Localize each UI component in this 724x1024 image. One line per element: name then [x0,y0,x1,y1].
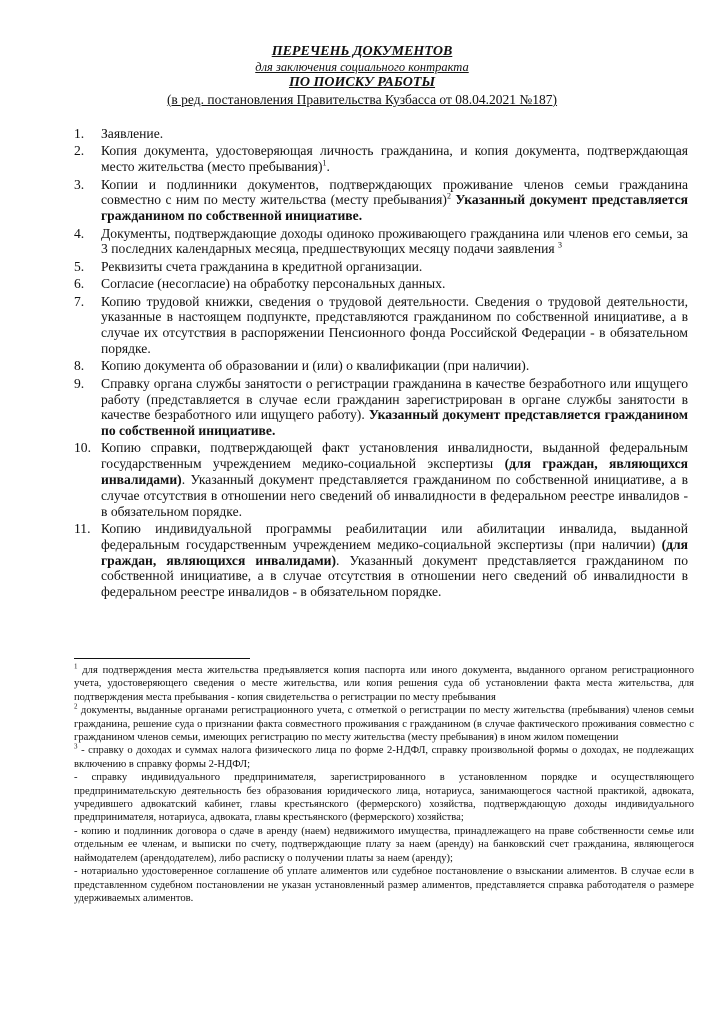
item-bold-note: Указанный документ представляется гражданином по собственной инициативе [101,192,688,224]
documents-list [74,126,688,602]
footnote-text: - справку о доходах и суммах налога физического лица по форме 2-НДФЛ, справку произвольной формы о доходах, не подлежащих включению в справку формы 2-НДФЛ; [74,745,694,770]
document-subtitle-purpose: ПО ПОИСКУ РАБОТЫ [288,75,436,90]
list-item [74,177,688,224]
item-text: Справку органа службы занятости о регистрации гражданина в качестве безработного или ищущего работу (представляется в случае если гражданин зарегистрирован в органе службы занятости в качестве безработного или ищущего работу). [101,375,688,423]
footnote [74,704,694,744]
item-text: Согласие (несогласие) на обработку персональных данных. [101,276,446,292]
item-number: 4. [74,225,85,241]
footnote-text: для подтверждения места жительства предъявляется копия паспорта или иного документа, выданного органом регистрационного учета, удостоверяющего сведения о месте жительства, или копия решения суда об установлении факта места жительства, для подтверждения места пребывания - копия свидетельства о регистрации по месту пребывания [74,665,694,703]
list-item [74,143,688,175]
item-text: Копия документа, удостоверяющая личность гражданина, и копия документа, подтверждающая место жительства (место пребывания) [101,143,688,175]
item-number: 3. [74,176,85,192]
item-bold-note: (для граждан, являющихся инвалидами) [101,456,688,488]
item-text: Копию трудовой книжки, сведения о трудовой деятельности. Сведения о трудовой деятельности, указанные в настоящем подпункте, представляются гражданином по собственной инициативе, а в случае их отсутствия в распоряжении Пенсионного фонда Российской Федерации - в обязательном порядке. [101,293,688,356]
item-text: Копию справки, подтверждающей факт установления инвалидности, выданной федеральным государственным учреждением медико-социальной экспертизы [101,440,688,472]
footnote-divider [74,658,250,659]
list-item [74,259,688,275]
item-number: 6. [74,276,85,292]
item-text: Реквизиты счета гражданина в кредитной организации. [101,258,423,274]
item-text: Копию документа об образовании и (или) о квалификации (при наличии). [101,358,530,374]
item-tail: . [326,159,330,175]
footnote-text: - нотариально удостоверенное соглашение об уплате алиментов или судебное постановление о взыскании алиментов. В случае если в представленном судебном постановлении не указан установленный размер алиментов, представляется справка работодателя о размере удерживаемых алиментов. [74,866,694,904]
list-item [74,294,688,357]
list-item [74,521,688,600]
document-header [0,44,724,108]
document-title: ПЕРЕЧЕНЬ ДОКУМЕНТОВ [271,44,453,59]
footnote [74,825,694,865]
footnotes [74,664,694,905]
item-text: Документы, подтверждающие доходы одиноко проживающего гражданина или членов его семьи, за 3 последних календарных месяца, предшествующих месяцу подачи заявления [101,225,688,257]
item-number: 10. [74,440,91,456]
footnote-mark: 2 [74,702,78,711]
list-item [74,126,688,142]
item-tail: . [271,423,276,439]
footnote-text: - справку индивидуального предпринимателя, зарегистрированного в установленном порядке и осуществляющего предпринимательскую деятельность без образования юридического лица, нотариуса, занимающегося частной практикой, адвоката, учредившего адвокатский кабинет, главы крестьянского (фермерского) хозяйства, подтверждающую доходы индивидуального предпринимателя, нотариуса, адвоката, главы крестьянского (фермерского) хозяйства; [74,772,694,824]
item-text: Копию индивидуальной программы реабилитации или абилитации инвалида, выданной федеральным государственным учреждением медико-социальной экспертизы (при наличии) [101,521,688,552]
item-text: Копии и подлинники документов, подтверждающих проживание членов семьи гражданина совместно с ним по месту жительства (месту пребывания) [101,176,688,208]
list-item [74,376,688,439]
item-tail: . [358,208,363,224]
item-number: 7. [74,293,85,309]
item-number: 11. [74,521,91,537]
footnote-mark: 3 [74,742,78,751]
item-number: 2. [74,143,85,159]
item-number: 8. [74,358,85,374]
item-tail: . Указанный документ представляется гражданином по собственной инициативе, а в случае отсутствия в отношении него сведений об инвалидности в федеральном реестре инвалидов - в обязательном порядке. [101,472,688,519]
list-item [74,358,688,374]
item-number: 5. [74,258,85,274]
footnote [74,865,694,905]
footnote-ref: 3 [558,240,563,250]
document-revision-note: (в ред. постановления Правительства Кузбасса от 08.04.2021 №187) [166,92,558,107]
item-bold-note: (для граждан, являющихся инвалидами) [101,536,688,568]
footnote [74,771,694,825]
document-subtitle: для заключения социального контракта [255,60,469,74]
list-item [74,226,688,258]
footnote [74,664,694,704]
footnote-mark: 1 [74,662,78,671]
item-text: Заявление. [101,126,164,141]
footnote [74,744,694,771]
item-number: 9. [74,375,85,391]
footnote-ref: 1 [322,158,327,168]
list-item [74,440,688,519]
list-item [74,276,688,292]
footnote-text: документы, выданные органами регистрационного учета, с отметкой о регистрации по месту жительства (пребывания) членов семьи гражданина, решение суда о признании факта совместного проживания с гражданином (в случае фактического проживания совместно с гражданином членов семьи, имеющих регистрацию по месту жительства (месту пребывания) в ином жилом помещении [74,705,694,744]
item-tail: . Указанный документ представляется гражданином по собственной инициативе, а в случае отсутствия в отношении него сведений об инвалидности в федеральном реестре инвалидов - в обязательном порядке. [101,552,688,600]
footnote-text: - копию и подлинник договора о сдаче в аренду (наем) недвижимого имущества, принадлежащего на праве собственности семье или отдельным ее членам, и выписки по счету, подтверждающие плату за наем (аренду) на банковский счет гражданина, являющегося наймодателем (арендодателем), либо расписку о получении платы за наем (аренду); [74,825,694,864]
item-number: 1. [74,126,85,141]
footnote-ref: 2 [446,191,451,201]
item-bold-note: Указанный документ представляется гражданином по собственной инициативе [101,407,688,439]
